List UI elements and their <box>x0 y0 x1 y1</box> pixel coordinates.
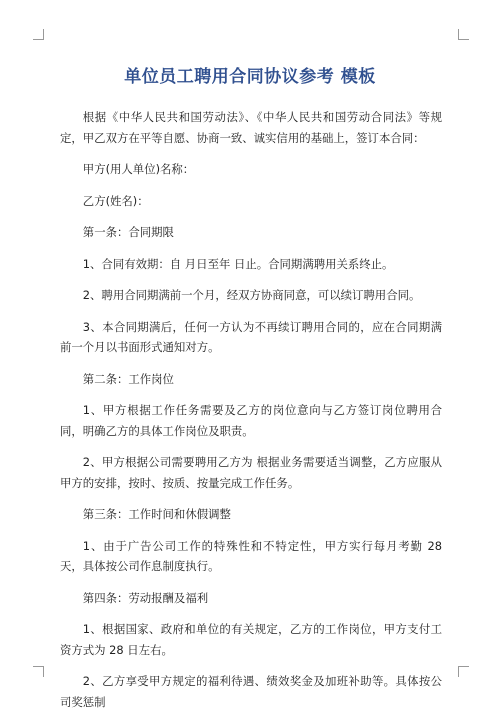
crop-mark-top-left <box>33 29 44 40</box>
document-body <box>60 107 442 723</box>
paragraph: 乙方(姓名)： <box>82 193 149 208</box>
paragraph: 2、聘用合同期满前一个月，经双方协商同意，可以续订聘用合同。 <box>82 288 421 302</box>
section-heading: 第四条：劳动报酬及福利 <box>82 590 209 605</box>
paragraph: 1、由于广告公司工作的特殊性和不特定性，甲方实行每月考勤 28 天，具体按公司作息制度执行。 <box>60 538 442 573</box>
crop-mark-top-right <box>458 29 469 40</box>
paragraph: 1、根据国家、政府和单位的有关规定，乙方的工作岗位，甲方支付工资方式为 28 日左右。 <box>60 622 442 657</box>
paragraph: 1、合同有效期：自 月日至年 日止。合同期满聘用关系终止。 <box>82 256 394 271</box>
paragraph: 3、本合同期满后，任何一方认为不再续订聘用合同的，应在合同期满前一个月以书面形式通知对方。 <box>60 319 442 354</box>
section-heading: 第三条：工作时间和休假调整 <box>82 507 231 521</box>
paragraph: 2、甲方根据公司需要聘用乙方为 根据业务需要适当调整，乙方应服从甲方的安排，按时、按质、按量完成工作任务。 <box>60 455 442 490</box>
crop-mark-bottom-left <box>33 666 44 677</box>
paragraph: 甲方(用人单位)名称： <box>82 162 195 176</box>
section-heading: 第二条：工作岗位 <box>82 371 174 386</box>
crop-mark-bottom-right <box>458 666 469 677</box>
document-title: 单位员工聘用合同协议参考 模板 <box>124 67 376 87</box>
paragraph: 2、乙方享受甲方规定的福利待遇、绩效奖金及加班补助等。具体按公司奖惩制 <box>60 674 442 709</box>
paragraph: 1、甲方根据工作任务需要及乙方的岗位意向与乙方签订岗位聘用合同，明确乙方的具体工作岗位及职责。 <box>60 403 442 438</box>
paragraph: 根据《中华人民共和国劳动法》、《中华人民共和国劳动合同法》等规定，甲乙双方在平等自愿、协商一致、诚实信用的基础上，签订本合同： <box>60 110 442 145</box>
section-heading: 第一条：合同期限 <box>82 225 174 239</box>
